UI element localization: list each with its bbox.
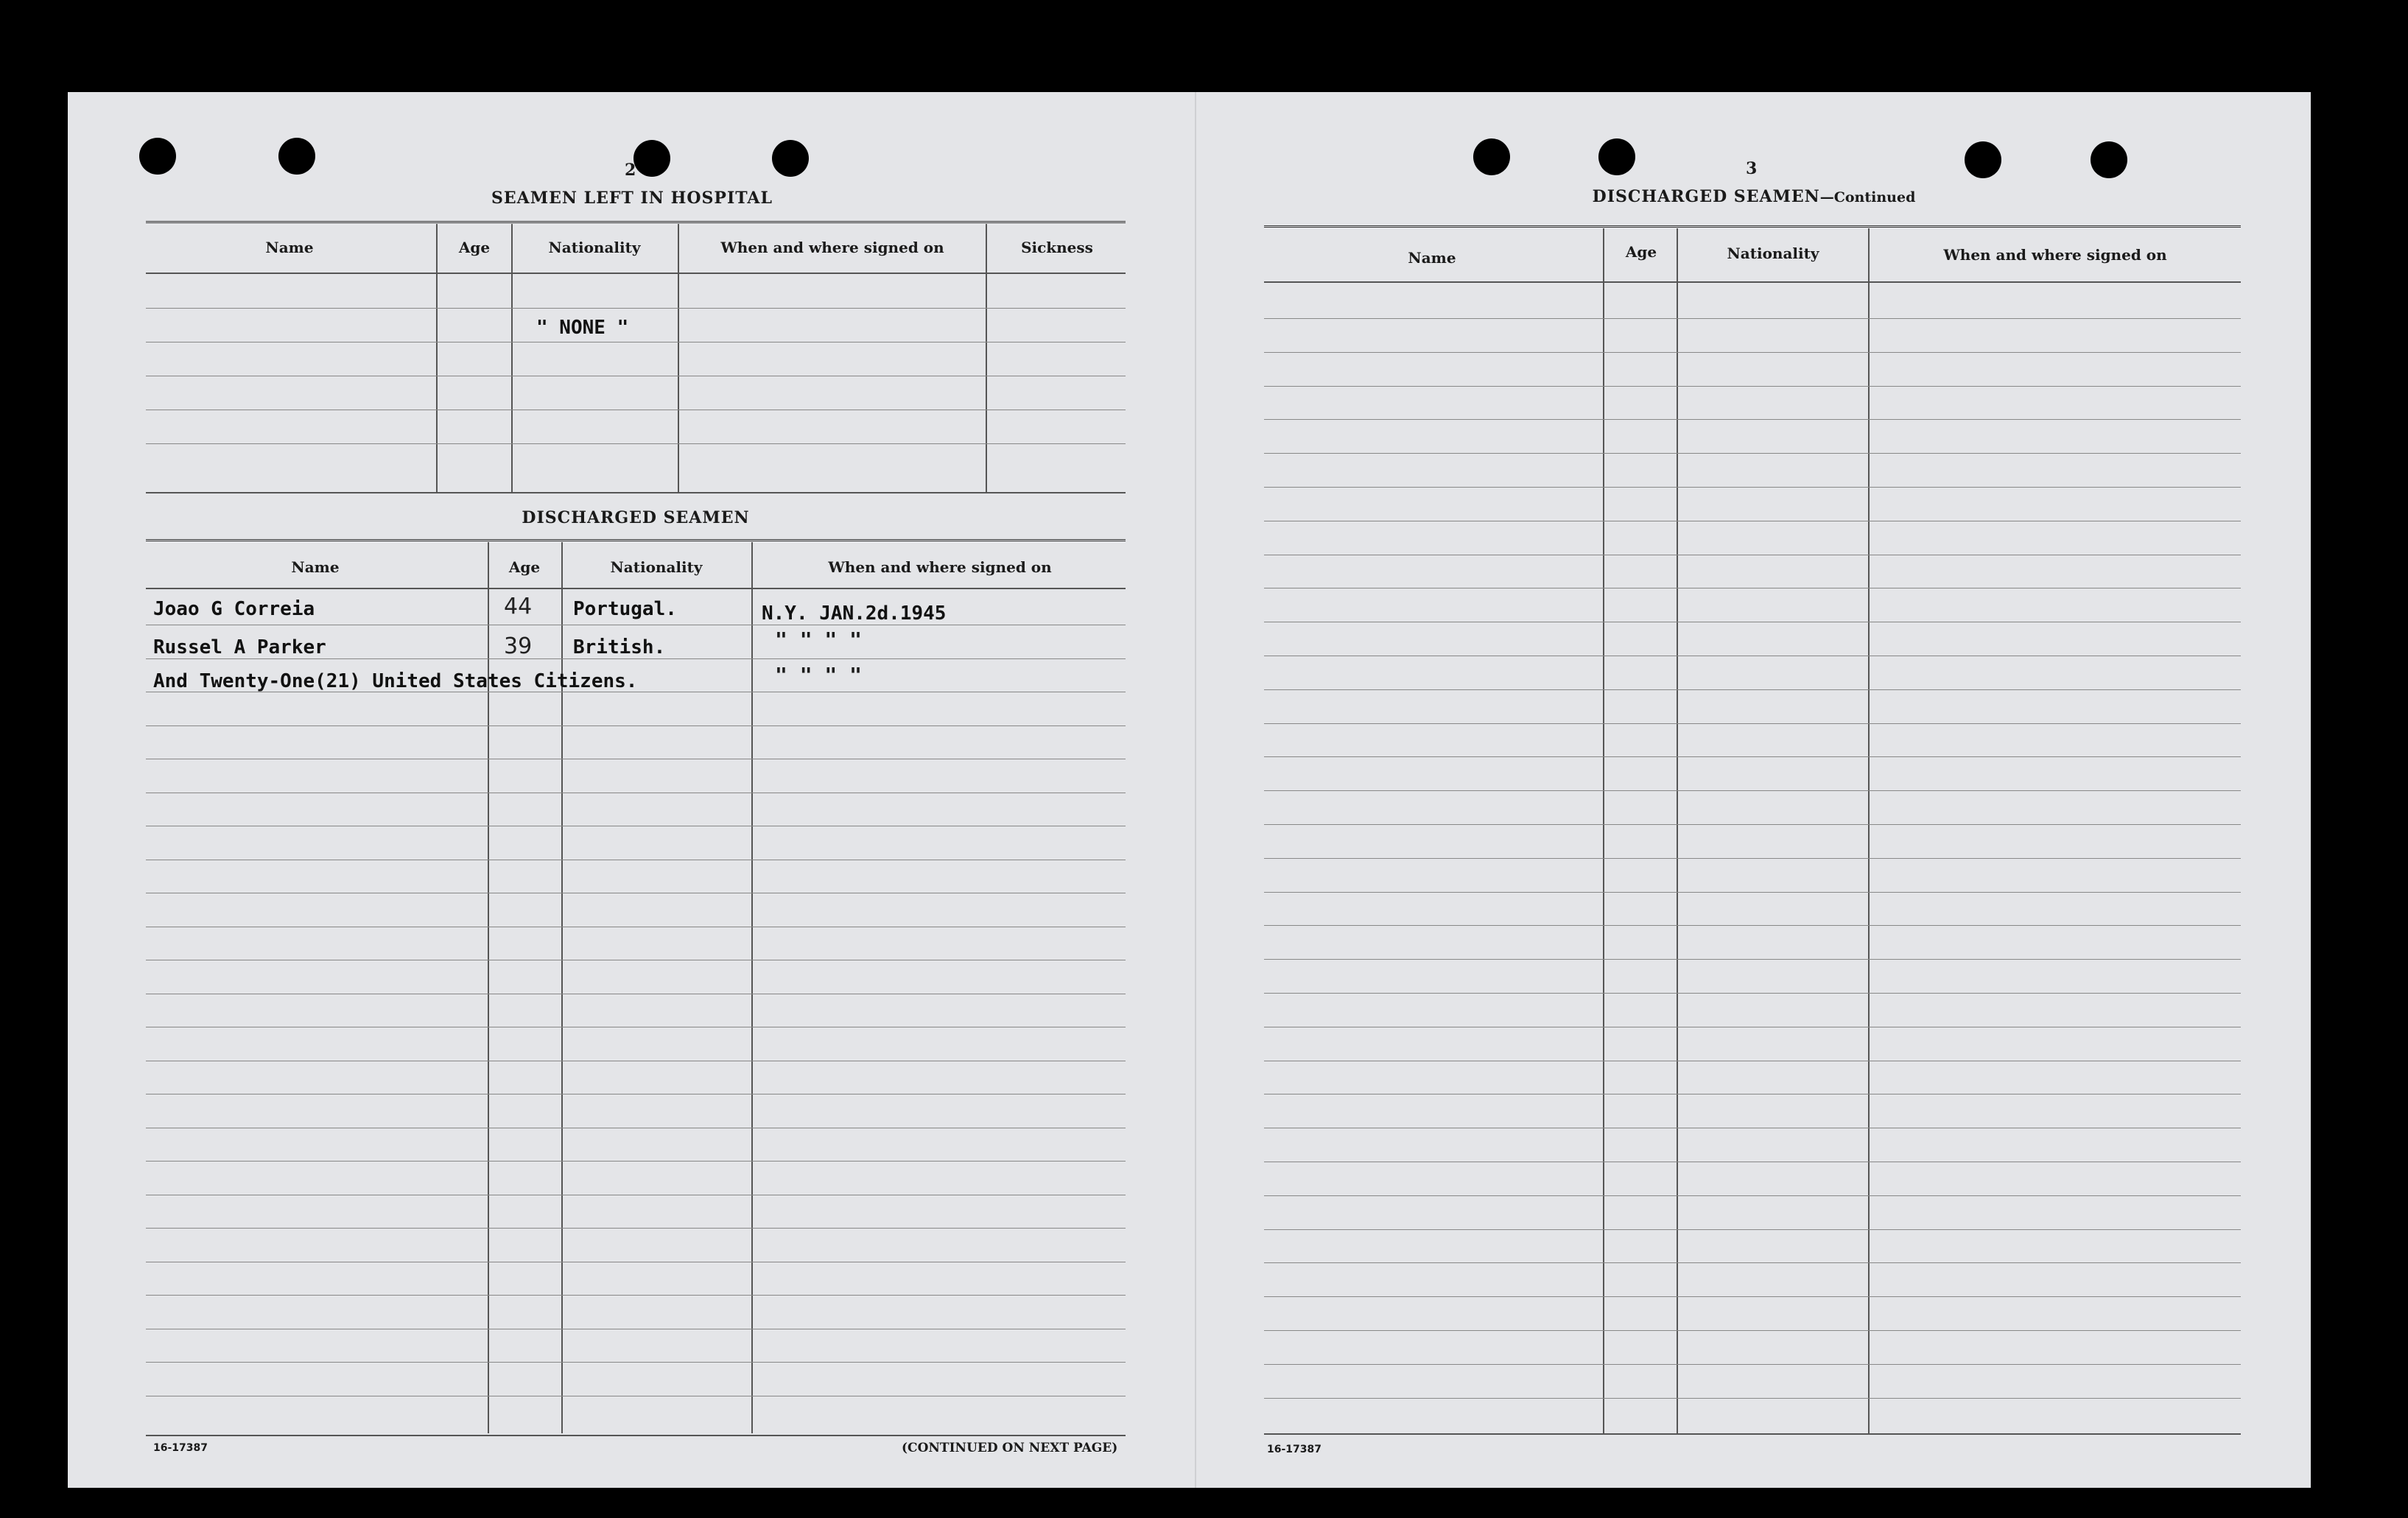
table-rule — [146, 539, 1126, 541]
col-signed-on: When and where signed on — [1943, 246, 2167, 264]
col-sickness: Sickness — [1021, 239, 1093, 256]
ruled-line — [1264, 352, 2241, 353]
seaman-name: Joao G Correia — [153, 598, 315, 620]
ruled-line — [1264, 1330, 2241, 1331]
ruled-line — [1264, 1195, 2241, 1196]
ruled-line — [146, 308, 1126, 309]
col-name: Name — [265, 239, 314, 256]
col-signed-on: When and where signed on — [828, 558, 1052, 576]
header-rule — [146, 588, 1126, 589]
page-number: 3 — [1746, 159, 1758, 178]
ruled-line — [1264, 723, 2241, 724]
ruled-line — [146, 1228, 1126, 1229]
page-fold — [1195, 92, 1196, 1488]
ruled-line — [1264, 689, 2241, 690]
title-main: DISCHARGED SEAMEN — [1592, 187, 1820, 206]
seaman-age: 44 — [504, 594, 533, 619]
punch-hole — [278, 138, 315, 175]
ditto-marks: " " " " — [775, 628, 863, 652]
ruled-line — [1264, 318, 2241, 319]
column-divider — [1603, 228, 1604, 1433]
col-nationality: Nationality — [610, 558, 703, 576]
table-rule — [146, 221, 1126, 223]
ruled-line — [1264, 1398, 2241, 1399]
seaman-name: Russel A Parker — [153, 636, 326, 658]
ruled-line — [146, 1161, 1126, 1162]
ruled-line — [1264, 386, 2241, 387]
col-age: Age — [508, 558, 541, 576]
ruled-line — [1264, 892, 2241, 893]
punch-hole — [2091, 141, 2127, 178]
col-name: Name — [1408, 249, 1456, 267]
header-rule — [1264, 281, 2241, 283]
ruled-line — [1264, 790, 2241, 791]
column-divider — [511, 224, 513, 493]
seaman-age: 39 — [504, 633, 533, 659]
discharged-title: DISCHARGED SEAMEN — [522, 508, 750, 527]
col-age: Age — [1625, 243, 1657, 261]
ruled-line — [1264, 1364, 2241, 1365]
ruled-line — [1264, 1262, 2241, 1263]
title-suffix: —Continued — [1819, 189, 1916, 205]
continued-note: (CONTINUED ON NEXT PAGE) — [902, 1441, 1118, 1455]
ruled-line — [1264, 993, 2241, 994]
hospital-title: SEAMEN LEFT IN HOSPITAL — [491, 189, 773, 208]
ruled-line — [146, 1362, 1126, 1363]
seaman-nationality: Portugal. — [573, 598, 677, 620]
punch-hole — [1598, 138, 1635, 175]
seaman-nationality: British. — [573, 636, 666, 658]
column-divider — [986, 224, 987, 493]
column-divider — [436, 224, 438, 493]
form-number: 16-17387 — [1267, 1444, 1321, 1455]
column-divider — [678, 224, 679, 493]
table-bottom — [1264, 1433, 2241, 1435]
col-signed-on: When and where signed on — [720, 239, 944, 256]
ruled-line — [146, 725, 1126, 726]
hospital-entry: " NONE " — [536, 317, 629, 339]
col-nationality: Nationality — [1727, 245, 1819, 262]
col-name: Name — [291, 558, 340, 576]
ruled-line — [1264, 453, 2241, 454]
table-bottom — [146, 1435, 1126, 1436]
column-divider — [1868, 228, 1870, 1433]
discharged-continued-title — [1264, 187, 2244, 206]
seaman-name: And Twenty-One(21) United States Citizens. — [153, 670, 638, 692]
punch-hole — [139, 138, 176, 175]
punch-hole — [633, 140, 670, 177]
ruled-line — [1264, 858, 2241, 859]
col-nationality: Nationality — [548, 239, 641, 256]
column-divider — [751, 542, 753, 1433]
ruled-line — [1264, 959, 2241, 960]
page-number: 2 — [625, 161, 636, 180]
ruled-line — [1264, 487, 2241, 488]
ruled-line — [1264, 419, 2241, 420]
ruled-line — [1264, 1229, 2241, 1230]
ruled-line — [146, 443, 1126, 444]
seaman-signed-on: N.Y. JAN.2d.1945 — [762, 602, 947, 625]
ditto-marks: " " " " — [775, 663, 863, 687]
table-bottom — [146, 492, 1126, 493]
punch-hole — [1473, 138, 1510, 175]
table-rule — [1264, 225, 2241, 228]
punch-hole — [1965, 141, 2001, 178]
ruled-line — [1264, 756, 2241, 757]
form-number: 16-17387 — [153, 1442, 208, 1454]
ruled-line — [1264, 824, 2241, 825]
ruled-line — [1264, 925, 2241, 926]
col-age: Age — [458, 239, 491, 256]
ruled-line — [146, 1295, 1126, 1296]
column-divider — [1677, 228, 1678, 1433]
ruled-line — [1264, 1296, 2241, 1297]
header-rule — [146, 273, 1126, 274]
punch-hole — [772, 140, 809, 177]
